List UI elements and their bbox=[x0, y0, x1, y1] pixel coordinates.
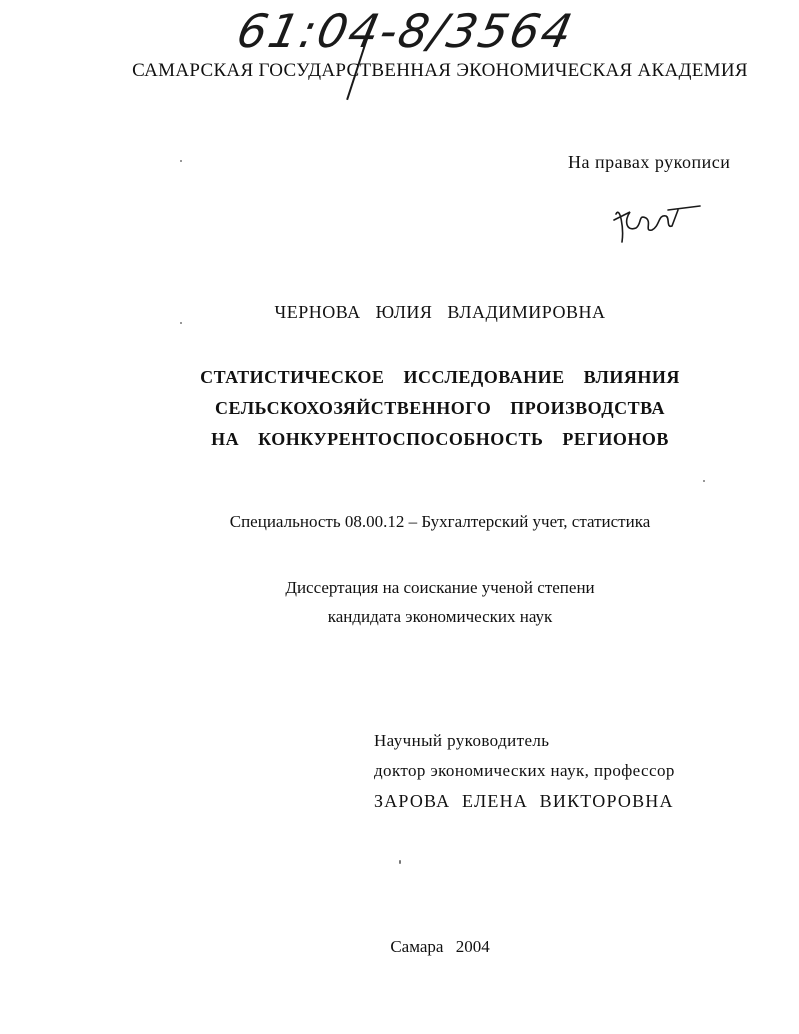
dissertation-title bbox=[0, 362, 799, 455]
place-and-year bbox=[0, 937, 799, 957]
title-line: СТАТИСТИЧЕСКОЕ ИССЛЕДОВАНИЕ ВЛИЯНИЯ bbox=[200, 367, 680, 387]
author-name: ЧЕРНОВА ЮЛИЯ ВЛАДИМИРОВНА bbox=[274, 302, 606, 322]
scan-speck bbox=[180, 160, 182, 162]
degree-statement bbox=[0, 573, 799, 631]
manuscript-rights-note: На правах рукописи bbox=[568, 152, 731, 172]
city: Самара bbox=[390, 937, 444, 956]
handwritten-catalog-number: 61:04-8/3564 bbox=[232, 4, 579, 58]
scan-speck bbox=[703, 480, 705, 482]
degree-line: кандидата экономических наук bbox=[327, 607, 553, 626]
title-line: СЕЛЬСКОХОЗЯЙСТВЕННОГО ПРОИЗВОДСТВА bbox=[214, 398, 666, 418]
degree-line: Диссертация на соискание ученой степени bbox=[285, 578, 595, 597]
supervisor-degree: доктор экономических наук, профессор bbox=[374, 761, 675, 780]
title-line: НА КОНКУРЕНТОСПОСОБНОСТЬ РЕГИОНОВ bbox=[211, 429, 669, 449]
scan-speck bbox=[399, 860, 401, 864]
institution-name: САМАРСКАЯ ГОСУДАРСТВЕННАЯ ЭКОНОМИЧЕСКАЯ АКАДЕМИЯ bbox=[132, 60, 748, 81]
specialty: Специальность 08.00.12 – Бухгалтерский учет, статистика bbox=[229, 512, 651, 531]
supervisor-block bbox=[374, 726, 675, 816]
supervisor-role: Научный руководитель bbox=[374, 731, 550, 750]
supervisor-name: ЗАРОВА ЕЛЕНА ВИКТОРОВНА bbox=[374, 791, 674, 811]
year: 2004 bbox=[455, 937, 490, 956]
scan-speck bbox=[180, 322, 182, 324]
handwritten-signature bbox=[610, 198, 705, 250]
